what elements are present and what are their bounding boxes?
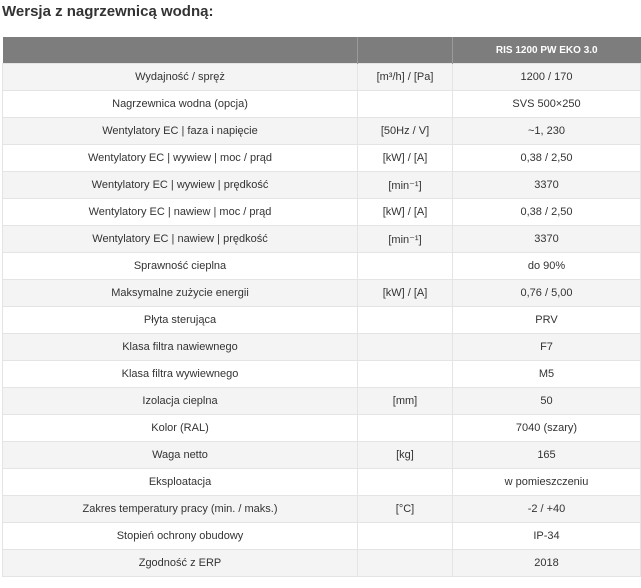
table-row: [3, 199, 641, 226]
table-row: [3, 64, 641, 91]
unit-cell: [min⁻¹]: [358, 226, 453, 253]
unit-cell: [kW] / [A]: [358, 280, 453, 307]
unit-cell: [358, 415, 453, 442]
param-cell: Kolor (RAL): [3, 415, 358, 442]
table-row: [3, 442, 641, 469]
table-header-row: [3, 37, 641, 64]
unit-cell: [kg]: [358, 442, 453, 469]
unit-cell: [min⁻¹]: [358, 172, 453, 199]
header-model: RIS 1200 PW EKO 3.0: [453, 37, 641, 64]
param-cell: Wentylatory EC | nawiew | prędkość: [3, 226, 358, 253]
table-row: [3, 280, 641, 307]
value-cell: do 90%: [453, 253, 641, 280]
value-cell: 3370: [453, 172, 641, 199]
unit-cell: [358, 253, 453, 280]
value-cell: M5: [453, 361, 641, 388]
unit-cell: [358, 91, 453, 118]
value-cell: 2018: [453, 550, 641, 577]
table-row: [3, 361, 641, 388]
value-cell: 50: [453, 388, 641, 415]
unit-cell: [kW] / [A]: [358, 199, 453, 226]
param-cell: Sprawność cieplna: [3, 253, 358, 280]
param-cell: Maksymalne zużycie energii: [3, 280, 358, 307]
unit-cell: [kW] / [A]: [358, 145, 453, 172]
value-cell: 1200 / 170: [453, 64, 641, 91]
value-cell: SVS 500×250: [453, 91, 641, 118]
param-cell: Zakres temperatury pracy (min. / maks.): [3, 496, 358, 523]
table-row: [3, 253, 641, 280]
unit-cell: [358, 469, 453, 496]
value-cell: 7040 (szary): [453, 415, 641, 442]
param-cell: Klasa filtra nawiewnego: [3, 334, 358, 361]
header-unit: [358, 37, 453, 64]
value-cell: 0,76 / 5,00: [453, 280, 641, 307]
table-row: [3, 334, 641, 361]
value-cell: IP-34: [453, 523, 641, 550]
param-cell: Waga netto: [3, 442, 358, 469]
param-cell: Wentylatory EC | nawiew | moc / prąd: [3, 199, 358, 226]
unit-cell: [°C]: [358, 496, 453, 523]
param-cell: Eksploatacja: [3, 469, 358, 496]
value-cell: 0,38 / 2,50: [453, 145, 641, 172]
table-row: [3, 91, 641, 118]
value-cell: 165: [453, 442, 641, 469]
unit-cell: [358, 550, 453, 577]
value-cell: 0,38 / 2,50: [453, 199, 641, 226]
param-cell: Izolacja cieplna: [3, 388, 358, 415]
value-cell: w pomieszczeniu: [453, 469, 641, 496]
table-row: [3, 145, 641, 172]
value-cell: F7: [453, 334, 641, 361]
unit-cell: [50Hz / V]: [358, 118, 453, 145]
param-cell: Nagrzewnica wodna (opcja): [3, 91, 358, 118]
table-row: [3, 388, 641, 415]
param-cell: Wentylatory EC | wywiew | prędkość: [3, 172, 358, 199]
header-param: [3, 37, 358, 64]
section-heading: Wersja z nagrzewnicą wodną:: [2, 3, 214, 20]
unit-cell: [358, 307, 453, 334]
unit-cell: [358, 334, 453, 361]
param-cell: Klasa filtra wywiewnego: [3, 361, 358, 388]
table-row: [3, 523, 641, 550]
table-row: [3, 550, 641, 577]
table-row: [3, 226, 641, 253]
spec-table: [2, 37, 641, 577]
value-cell: PRV: [453, 307, 641, 334]
value-cell: -2 / +40: [453, 496, 641, 523]
unit-cell: [358, 361, 453, 388]
param-cell: Wentylatory EC | faza i napięcie: [3, 118, 358, 145]
param-cell: Stopień ochrony obudowy: [3, 523, 358, 550]
table-row: [3, 469, 641, 496]
unit-cell: [m³/h] / [Pa]: [358, 64, 453, 91]
value-cell: ~1, 230: [453, 118, 641, 145]
table-row: [3, 118, 641, 145]
param-cell: Wydajność / spręż: [3, 64, 358, 91]
table-row: [3, 496, 641, 523]
unit-cell: [mm]: [358, 388, 453, 415]
unit-cell: [358, 523, 453, 550]
table-row: [3, 172, 641, 199]
table-row: [3, 415, 641, 442]
value-cell: 3370: [453, 226, 641, 253]
table-row: [3, 307, 641, 334]
param-cell: Wentylatory EC | wywiew | moc / prąd: [3, 145, 358, 172]
param-cell: Płyta sterująca: [3, 307, 358, 334]
param-cell: Zgodność z ERP: [3, 550, 358, 577]
